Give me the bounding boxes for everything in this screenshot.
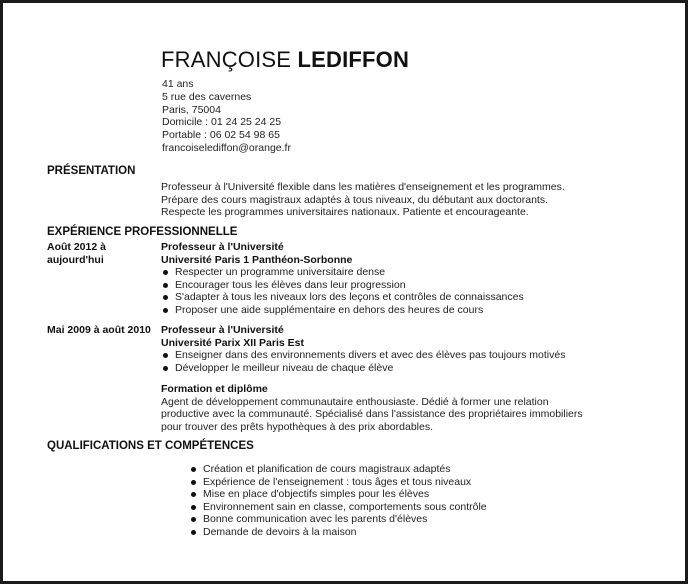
education-title: Formation et diplôme: [161, 383, 268, 395]
contact-city: Paris, 75004: [162, 103, 221, 116]
job-role: Professeur à l'Université: [161, 324, 284, 336]
first-name: FRANÇOISE: [161, 47, 292, 72]
contact-age: 41 ans: [162, 78, 194, 90]
qualifications-title: QUALIFICATIONS ET COMPÉTENCES: [47, 440, 254, 452]
bullet-icon: [191, 492, 196, 497]
bullet-icon: [163, 270, 168, 275]
job-duties: [161, 349, 565, 374]
list-item: Enseigner dans des environnements divers et avec des élèves pas toujours motivés: [161, 349, 565, 362]
list-item: Proposer une aide supplémentaire en dehors des heures de cours: [161, 304, 524, 317]
bullet-icon: [191, 530, 196, 535]
contact-street: 5 rue des cavernes: [162, 90, 252, 103]
bullet-icon: [191, 505, 196, 510]
bullet-icon: [163, 283, 168, 288]
contact-home-phone: Domicile : 01 24 25 24 25: [162, 116, 282, 129]
education-line: productive avec la communauté. Spécialisé dans l'assistance des propriétaires immobiliers: [161, 408, 583, 420]
education-block: [161, 383, 631, 433]
experience-title: EXPÉRIENCE PROFESSIONNELLE: [47, 226, 238, 238]
contact-mobile-phone: Portable : 06 02 54 98 65: [162, 129, 280, 142]
presentation-title: PRÉSENTATION: [47, 165, 136, 177]
list-item: Encourager tous les élèves dans leur progression: [161, 279, 524, 292]
list-item: Environnement sain en classe, comportements sous contrôle: [189, 501, 487, 514]
presentation-line: Respecte les programmes universitaires nationaux. Patiente et encourageante.: [161, 206, 529, 218]
candidate-name: [161, 47, 409, 73]
job-date-line: Août 2012 à: [47, 241, 106, 253]
job-organization: Université Parix XII Paris Est: [161, 336, 304, 349]
job-duties: [161, 266, 524, 316]
presentation-text: [161, 181, 631, 219]
contact-email: francoiselediffon@orange.fr: [162, 141, 291, 154]
last-name: LEDIFFON: [297, 47, 410, 72]
bullet-icon: [163, 353, 168, 358]
education-line: Agent de développement communautaire enthousiaste. Dédié à former une relation: [161, 395, 549, 408]
list-item: S'adapter à tous les niveaux lors des leçons et contrôles de connaissances: [161, 291, 524, 304]
list-item: Respecter un programme universitaire dense: [161, 266, 524, 279]
list-item: Développer le meilleur niveau de chaque élève: [161, 362, 565, 375]
list-item: Demande de devoirs à la maison: [189, 526, 487, 539]
bullet-icon: [163, 308, 168, 313]
job-date: [47, 241, 106, 266]
job-role: Professeur à l'Université: [161, 241, 284, 253]
list-item: Mise en place d'objectifs simples pour les élèves: [189, 488, 487, 501]
job-date-line: Mai 2009 à août 2010: [47, 324, 151, 336]
job-organization: Université Paris 1 Panthéon-Sorbonne: [161, 253, 353, 266]
job-entry: [161, 324, 565, 374]
list-item: Bonne communication avec les parents d'élèves: [189, 513, 487, 526]
presentation-line: Professeur à l'Université flexible dans les matières d'enseignement et les programmes.: [161, 181, 565, 193]
bullet-icon: [191, 480, 196, 485]
list-item: Création et planification de cours magistraux adaptés: [189, 463, 487, 476]
bullet-icon: [191, 467, 196, 472]
bullet-icon: [191, 517, 196, 522]
list-item: Expérience de l'enseignement : tous âges et tous niveaux: [189, 476, 487, 489]
job-date-line: aujourd'hui: [47, 253, 104, 266]
job-date: [47, 324, 151, 337]
education-line: pour trouver des prêts hypothèques à des prix abordables.: [161, 420, 434, 433]
contact-block: [162, 78, 291, 155]
qualifications-list: [189, 463, 487, 538]
bullet-icon: [163, 366, 168, 371]
presentation-line: Prépare des cours magistraux adaptés à tous niveaux, du débutant aux doctorants.: [161, 193, 548, 206]
job-entry: [161, 241, 524, 316]
bullet-icon: [163, 295, 168, 300]
